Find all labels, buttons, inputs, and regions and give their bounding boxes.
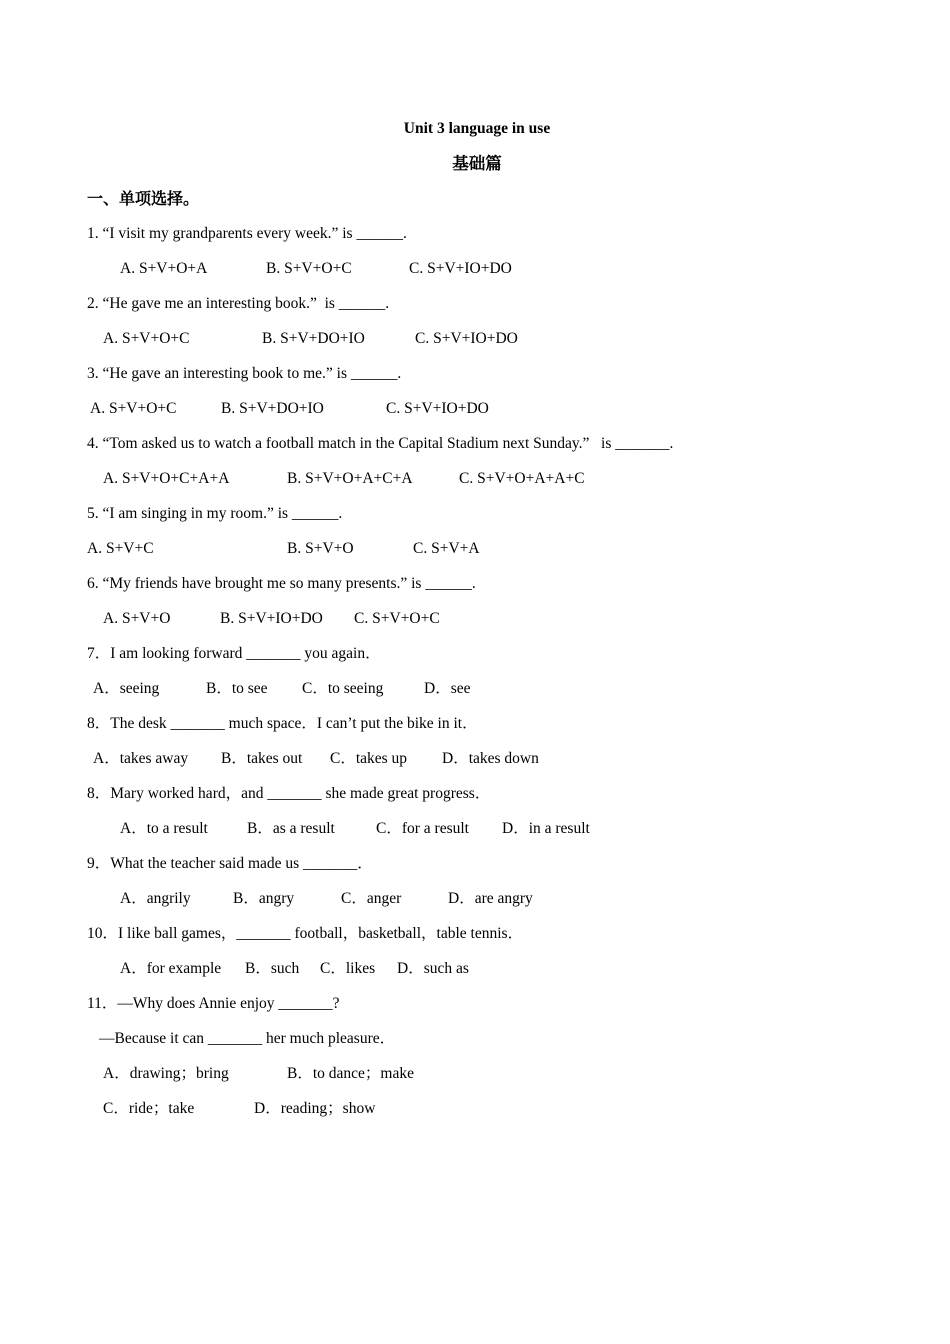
option-b[interactable]: B. S+V+IO+DO <box>220 610 323 627</box>
option-a[interactable]: A. S+V+O <box>103 610 171 627</box>
page-title: Unit 3 language in use <box>403 120 551 137</box>
option-a[interactable]: A．to a result <box>120 820 208 837</box>
option-c[interactable]: C. S+V+O+A+A+C <box>459 470 585 487</box>
option-b[interactable]: B. S+V+O+A+C+A <box>287 470 413 487</box>
question-stem: 11．—Why does Annie enjoy _______? <box>87 995 340 1012</box>
question-stem: 9．What the teacher said made us _______． <box>87 855 373 872</box>
page-subtitle: 基础篇 <box>452 154 502 173</box>
question-stem: 4. “Tom asked us to watch a football match in the Capital Stadium next Sunday.” is _______. <box>87 435 674 452</box>
question-stem: 8．Mary worked hard，and _______ she made great progress． <box>87 785 491 802</box>
option-c[interactable]: C. S+V+IO+DO <box>386 400 489 417</box>
option-b[interactable]: B. S+V+O <box>287 540 354 557</box>
option-c[interactable]: C．ride；take <box>103 1100 195 1117</box>
option-d[interactable]: D．are angry <box>448 890 533 907</box>
option-d[interactable]: D．in a result <box>502 820 590 837</box>
option-b[interactable]: B. S+V+O+C <box>266 260 352 277</box>
option-d[interactable]: D．see <box>424 680 471 697</box>
question-stem-response: —Because it can _______ her much pleasure． <box>99 1030 396 1047</box>
question-stem: 10．I like ball games，_______ football，basketball，table tennis． <box>87 925 524 942</box>
option-a[interactable]: A. S+V+O+C <box>90 400 177 417</box>
option-b[interactable]: B．such <box>245 960 300 977</box>
option-d[interactable]: D．such as <box>397 960 469 977</box>
question-stem: 7．I am looking forward _______ you again． <box>87 645 381 662</box>
option-b[interactable]: B．to dance；make <box>287 1065 414 1082</box>
option-d[interactable]: D．takes down <box>442 750 539 767</box>
option-c[interactable]: C．likes <box>320 960 376 977</box>
question-stem: 8．The desk _______ much space．I can’t put the bike in it． <box>87 715 478 732</box>
option-a[interactable]: A．seeing <box>93 680 160 697</box>
option-b[interactable]: B．takes out <box>221 750 303 767</box>
option-c[interactable]: C. S+V+A <box>413 540 480 557</box>
option-d[interactable]: D．reading；show <box>254 1100 376 1117</box>
option-a[interactable]: A. S+V+O+C <box>103 330 190 347</box>
option-c[interactable]: C．anger <box>341 890 402 907</box>
question-stem: 2. “He gave me an interesting book.” is ______. <box>87 295 390 312</box>
option-a[interactable]: A．takes away <box>93 750 189 767</box>
option-c[interactable]: C．for a result <box>376 820 469 837</box>
option-b[interactable]: B．as a result <box>247 820 335 837</box>
option-a[interactable]: A．drawing；bring <box>103 1065 229 1082</box>
option-b[interactable]: B. S+V+DO+IO <box>221 400 324 417</box>
option-c[interactable]: C．to seeing <box>302 680 384 697</box>
option-c[interactable]: C. S+V+IO+DO <box>415 330 518 347</box>
question-stem: 6. “My friends have brought me so many presents.” is ______. <box>87 575 476 592</box>
question-stem: 3. “He gave an interesting book to me.” is ______. <box>87 365 402 382</box>
option-c[interactable]: C．takes up <box>330 750 408 767</box>
option-c[interactable]: C. S+V+O+C <box>354 610 440 627</box>
option-a[interactable]: A．for example <box>120 960 222 977</box>
option-a[interactable]: A. S+V+C <box>87 540 154 557</box>
option-c[interactable]: C. S+V+IO+DO <box>409 260 512 277</box>
section-heading: 一、单项选择。 <box>87 189 200 208</box>
question-stem: 5. “I am singing in my room.” is ______. <box>87 505 343 522</box>
option-b[interactable]: B．to see <box>206 680 268 697</box>
question-stem: 1. “I visit my grandparents every week.” is ______. <box>87 225 407 242</box>
option-a[interactable]: A. S+V+O+C+A+A <box>103 470 230 487</box>
option-a[interactable]: A．angrily <box>120 890 191 907</box>
option-b[interactable]: B．angry <box>233 890 295 907</box>
option-b[interactable]: B. S+V+DO+IO <box>262 330 365 347</box>
option-a[interactable]: A. S+V+O+A <box>120 260 208 277</box>
